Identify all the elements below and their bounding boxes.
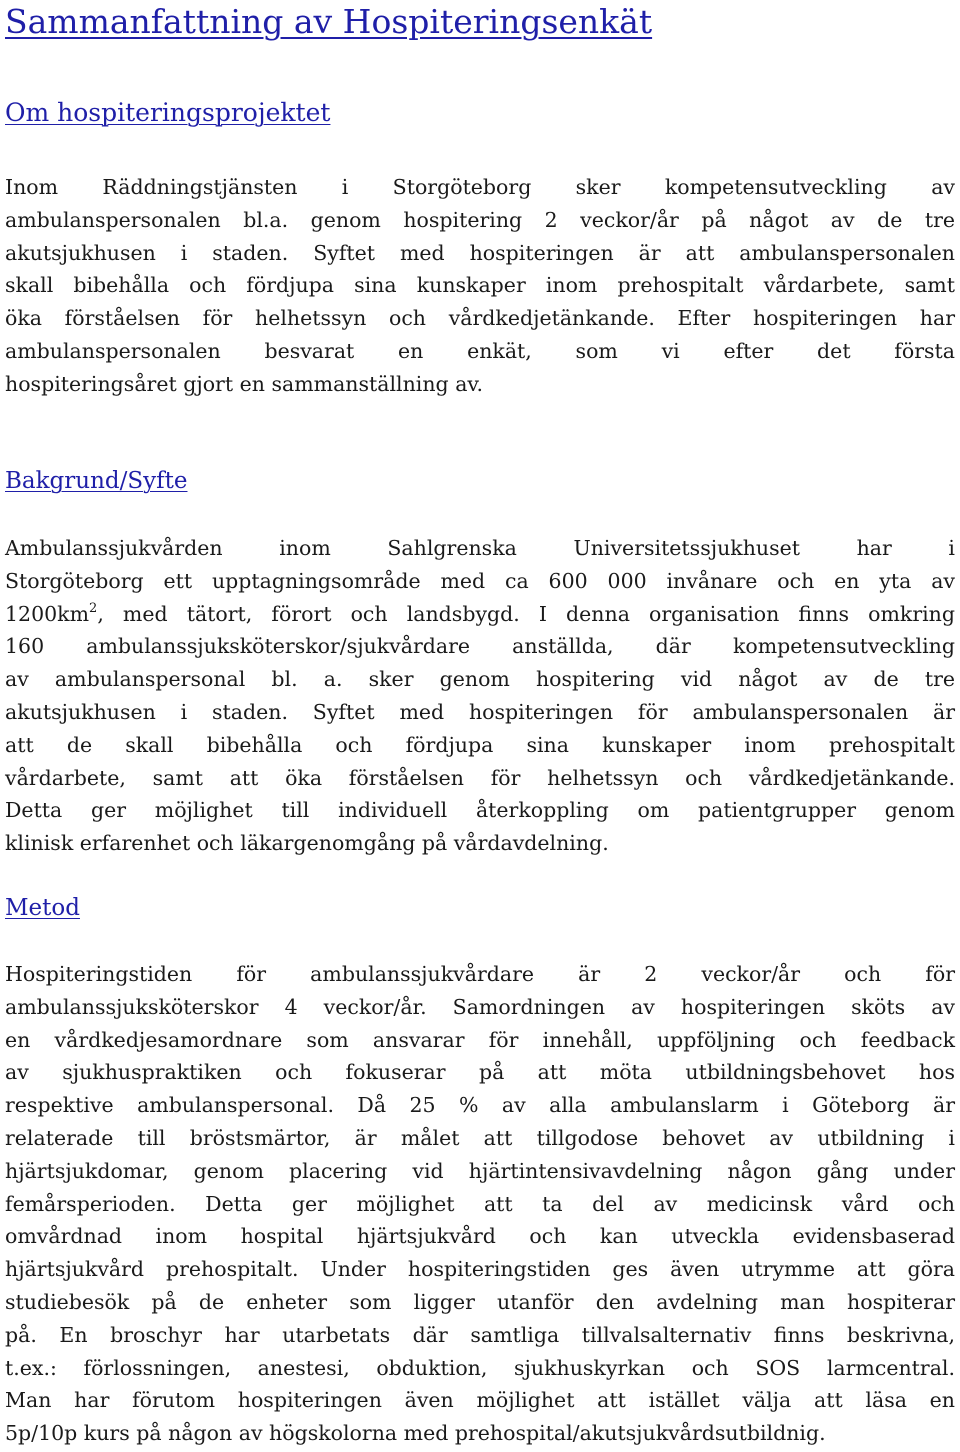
paragraph-line: ambulanssjuksköterskor 4 veckor/år. Samordningen av hospiteringen sköts av	[5, 994, 955, 1019]
paragraph-line: hjärtsjukvård prehospitalt. Under hospiteringstiden ges även utrymme att göra	[5, 1257, 955, 1282]
paragraph-line: hospiteringsåret gjort en sammanställning av.	[5, 371, 484, 396]
paragraph-line: studiebesök på de enheter som ligger utanför den avdelning man hospiterar	[5, 1289, 955, 1314]
paragraph-line: att de skall bibehålla och fördjupa sina kunskaper inom prehospitalt	[5, 732, 955, 757]
paragraph-line: Man har förutom hospiteringen även möjlighet att istället välja att läsa en	[5, 1388, 955, 1413]
paragraph-line-rest: , med tätort, förort och landsbygd. I denna organisation finns omkring	[97, 601, 955, 626]
section-heading-om-hospiteringsprojektet: Om hospiteringsprojektet	[5, 98, 331, 127]
paragraph-line: av sjukhuspraktiken och fokuserar på att möta utbildningsbehovet hos	[5, 1060, 955, 1085]
paragraph-line: Ambulanssjukvården inom Sahlgrenska Universitetssjukhuset har i	[5, 536, 955, 560]
paragraph-line: t.ex.: förlossningen, anestesi, obduktion, sjukhuskyrkan och SOS larmcentral.	[5, 1355, 955, 1380]
paragraph-line: vårdarbete, samt att öka förståelsen för helhetssyn och vårdkedjetänkande.	[5, 765, 955, 790]
paragraph-line: akutsjukhusen i staden. Syftet med hospiteringen är att ambulanspersonalen	[5, 240, 955, 265]
paragraph-line: 160 ambulanssjuksköterskor/sjukvårdare anställda, där kompetensutveckling	[5, 634, 955, 659]
paragraph-line: femårsperioden. Detta ger möjlighet att ta del av medicinsk vård och	[5, 1191, 955, 1216]
paragraph-line: Hospiteringstiden för ambulanssjukvårdare är 2 veckor/år och för	[5, 962, 955, 986]
superscript-exponent: 2	[89, 600, 98, 616]
paragraph-line: Storgöteborg ett upptagningsområde med ca 600 000 invånare och en yta av	[5, 568, 955, 593]
paragraph-line: ambulanspersonalen bl.a. genom hospitering 2 veckor/år på något av de tre	[5, 207, 955, 232]
section-paragraph-bakgrund-syfte	[5, 532, 955, 860]
paragraph-line: en vårdkedjesamordnare som ansvarar för innehåll, uppföljning och feedback	[5, 1027, 955, 1052]
area-value: 1200km	[5, 601, 90, 626]
paragraph-line: Detta ger möjlighet till individuell återkoppling om patientgrupper genom	[5, 798, 955, 823]
paragraph-line: respektive ambulanspersonal. Då 25 % av alla ambulanslarm i Göteborg är	[5, 1093, 955, 1118]
paragraph-line: skall bibehålla och fördjupa sina kunskaper inom prehospitalt vårdarbete, samt	[5, 273, 955, 298]
paragraph-line: av ambulanspersonal bl. a. sker genom hospitering vid något av de tre	[5, 667, 955, 692]
paragraph-line: öka förståelsen för helhetssyn och vårdkedjetänkande. Efter hospiteringen har	[5, 306, 955, 331]
section-heading-bakgrund-syfte: Bakgrund/Syfte	[5, 468, 188, 494]
paragraph-line: hjärtsjukdomar, genom placering vid hjärtintensivavdelning någon gång under	[5, 1158, 955, 1183]
section-paragraph-metod	[5, 958, 955, 1450]
paragraph-line: relaterade till bröstsmärtor, är målet att tillgodose behovet av utbildning i	[5, 1125, 955, 1150]
paragraph-line: 5p/10p kurs på någon av högskolorna med prehospital/akutsjukvårdsutbildnig.	[5, 1421, 826, 1446]
paragraph-line: omvårdnad inom hospital hjärtsjukvård och kan utveckla evidensbaserad	[5, 1224, 955, 1249]
paragraph-line: ambulanspersonalen besvarat en enkät, som vi efter det första	[5, 338, 955, 363]
paragraph-line: akutsjukhusen i staden. Syftet med hospiteringen för ambulanspersonalen är	[5, 699, 955, 724]
section-paragraph-om-hospiteringsprojektet	[5, 171, 955, 401]
paragraph-line: på. En broschyr har utarbetats där samtliga tillvalsalternativ finns beskrivna,	[5, 1322, 955, 1347]
paragraph-line: Inom Räddningstjänsten i Storgöteborg sker kompetensutveckling av	[5, 175, 955, 199]
section-heading-metod: Metod	[5, 895, 80, 921]
paragraph-line	[5, 598, 955, 631]
paragraph-line: klinisk erfarenhet och läkargenomgång på vårdavdelning.	[5, 831, 609, 856]
document-title: Sammanfattning av Hospiteringsenkät	[5, 2, 653, 41]
